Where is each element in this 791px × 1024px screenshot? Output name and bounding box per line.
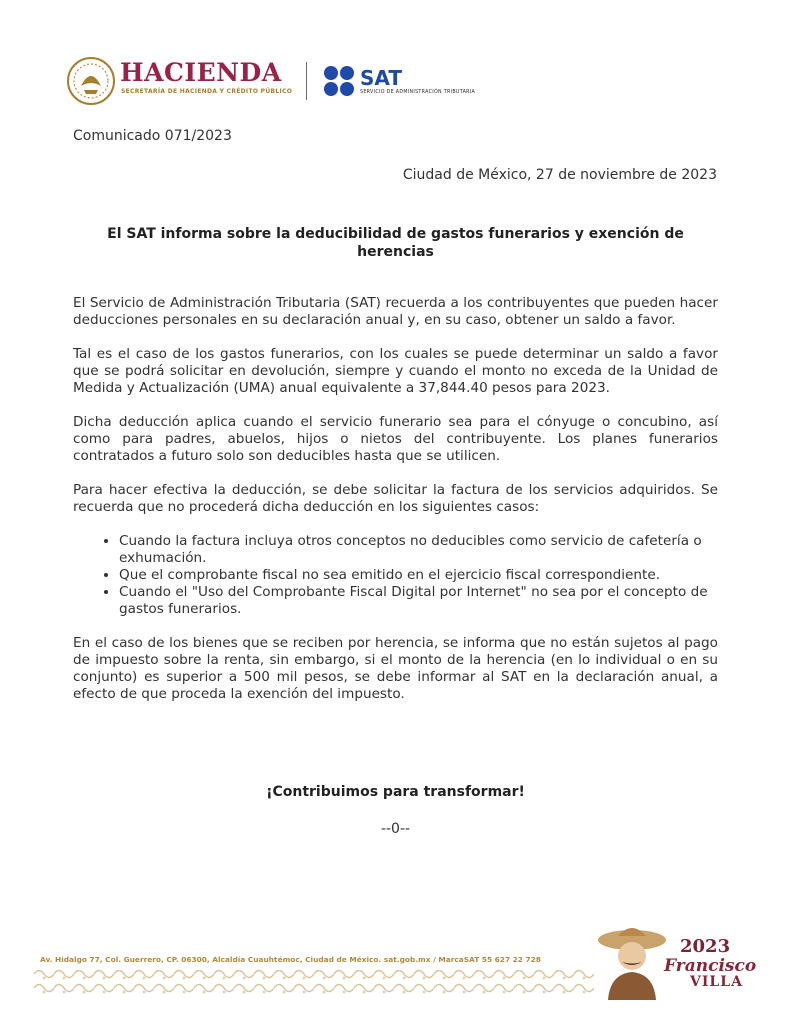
communique-number: Comunicado 071/2023 — [73, 128, 232, 144]
paragraph: Tal es el caso de los gastos funerarios, con los cuales se puede determinar un saldo a favor que se podrá solicitar en devolución, siempre y cuando el monto no exceda de la Unidad de Medida y Actualización (UMA) anual equivalente a 37,844.40 pesos para 2023. — [73, 346, 718, 396]
list-item: • Que el comprobante fiscal no sea emitido en el ejercicio fiscal correspondiente. — [119, 567, 718, 584]
decorative-pattern-band — [34, 967, 594, 995]
end-mark: --0-- — [380, 821, 411, 837]
list-item: • Cuando el "Uso del Comprobante Fiscal Digital por Internet" no sea por el concepto de gastos funerarios. — [119, 584, 718, 618]
sat-wordmark: SAT — [360, 66, 402, 90]
emblem-year: 2023 — [680, 936, 731, 957]
footer-address: Av. Hidalgo 77, Col. Guerrero, CP. 06300, Alcaldía Cuauhtémoc, Ciudad de México. sat.gob.mx / MarcaSAT 55 627 22 728 — [40, 955, 541, 964]
national-seal-icon — [66, 56, 116, 106]
paragraph: El Servicio de Administración Tributaria (SAT) recuerda a los contribuyentes que pueden hacer deducciones personales en su declaración anual y, en su caso, obtener un saldo a favor. — [73, 295, 718, 328]
list-item: • Cuando la factura incluya otros conceptos no deducibles como servicio de cafetería o exhumación. — [119, 533, 718, 567]
dateline: Ciudad de México, 27 de noviembre de 2023 — [402, 167, 717, 183]
paragraph: Dicha deducción aplica cuando el servicio funerario sea para el cónyuge o concubino, así como para padres, abuelos, hijos o nietos del contribuyente. Los planes funerarios contratados a futuro solo son deducibles hasta que se utilicen. — [73, 414, 718, 464]
logo-divider — [306, 62, 307, 100]
slogan: ¡Contribuimos para transformar! — [266, 784, 525, 800]
paragraph: Para hacer efectiva la deducción, se debe solicitar la factura de los servicios adquiridos. Se recuerda que no procederá dicha deducción en los siguientes casos: — [73, 482, 718, 515]
sat-subtitle: SERVICIO DE ADMINISTRACIÓN TRIBUTARIA — [360, 90, 476, 95]
emblem-name: Francisco — [664, 956, 757, 976]
paragraph: En el caso de los bienes que se reciben por herencia, se informa que no están sujetos al pago de impuesto sobre la renta, sin embargo, si el monto de la herencia (en lo individual o en su conjunto) es superior a 500 mil pesos, se debe informar al SAT en la declaración anual, a efecto de que proceda la exención del impuesto. — [73, 635, 718, 702]
emblem-surname: VILLA — [690, 974, 743, 990]
hacienda-subtitle: SECRETARÍA DE HACIENDA Y CRÉDITO PÚBLICO — [121, 88, 293, 95]
exclusions-list — [73, 533, 718, 618]
sat-logo-icon — [322, 64, 356, 98]
document-title: El SAT informa sobre la deducibilidad de gastos funerarios y exención de herencias — [107, 226, 684, 260]
letterhead — [64, 52, 484, 110]
document-body — [73, 295, 718, 720]
hacienda-wordmark: HACIENDA — [120, 58, 282, 87]
